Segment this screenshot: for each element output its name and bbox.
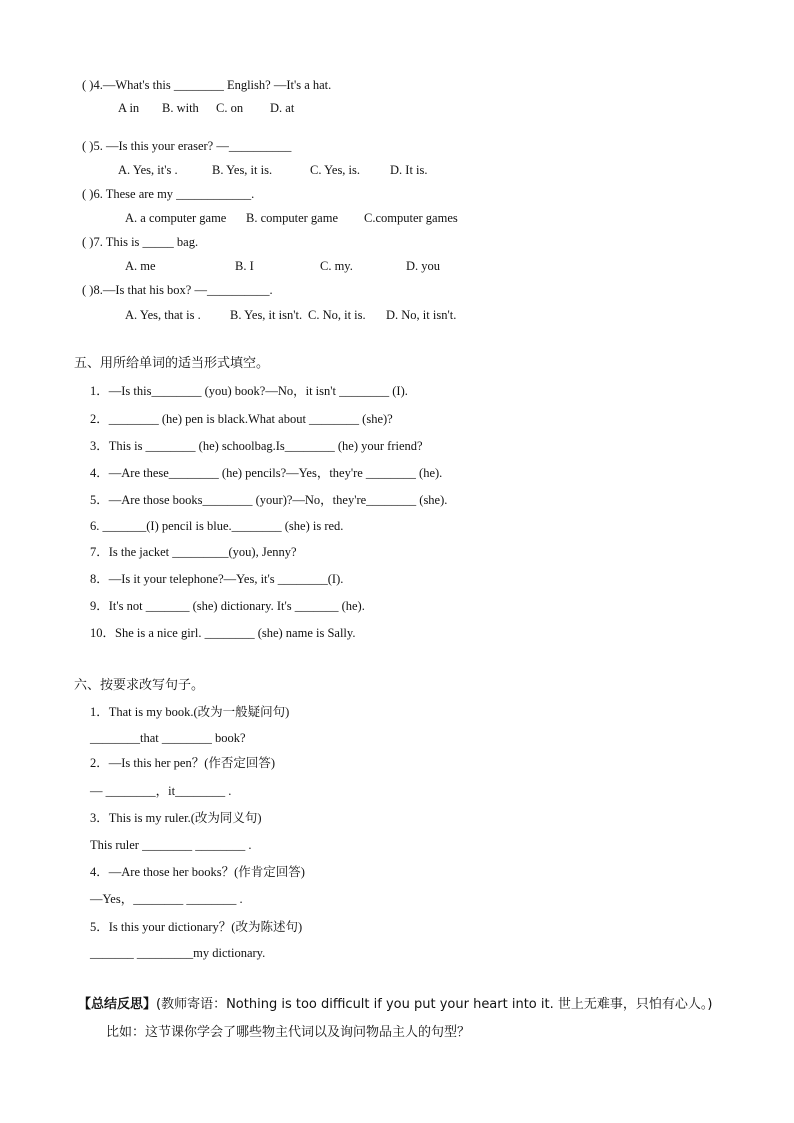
section-5-title: 五、用所给单词的适当形式填空。 [74,356,270,371]
fill-item-9: 9．It's not _______ (she) dictionary. It's _______ (he). [90,599,365,613]
option: C.computer games [364,211,458,225]
mc-question-4: ( )4.—What's this ________ English? —It's a hat. [82,78,332,92]
option: A in [118,101,140,115]
fill-item-5: 5．—Are those books________ (your)?—No，they're________ (she). [90,493,448,507]
option: B. with [162,101,199,115]
mc-question-7: ( )7. This is _____ bag. [82,235,199,249]
fill-item-7: 7．Is the jacket _________(you), Jenny? [90,545,297,559]
rewrite-question-5: 5．Is this your dictionary？(改为陈述句) [90,920,303,934]
option: B. computer game [246,211,338,225]
option: A. me [125,259,156,273]
option: B. Yes, it isn't. [230,308,303,322]
rewrite-answer-3: This ruler ________ ________ . [90,838,252,852]
rewrite-question-3: 3．This is my ruler.(改为同义句) [90,811,262,825]
rewrite-question-2: 2．—Is this her pen？(作否定回答) [90,756,276,770]
rewrite-answer-5: _______ _________my dictionary. [90,946,266,960]
option: A. Yes, it's . [118,163,178,177]
fill-item-10: 10．She is a nice girl. ________ (she) name is Sally. [90,626,356,640]
rewrite-answer-2: — ________，it________ . [90,784,232,798]
option: A. a computer game [125,211,227,225]
option: D. It is. [390,163,428,177]
option: B. I [235,259,254,273]
option: D. at [270,101,295,115]
fill-item-2: 2．________ (he) pen is black.What about ________ (she)? [90,412,393,426]
summary-text: (教师寄语：Nothing is too difficult if you put your heart into it. 世上无难事，只怕有心人。) [156,997,713,1012]
option: B. Yes, it is. [212,163,273,177]
rewrite-question-4: 4．—Are those her books？(作肯定回答) [90,865,305,879]
option: D. No, it isn't. [386,308,457,322]
mc-question-5: ( )5. —Is this your eraser? —__________ [82,139,292,153]
rewrite-answer-4: —Yes，________ ________ . [90,892,243,906]
summary-line [78,997,712,1013]
fill-item-1: 1．—Is this________ (you) book?—No，it isn't ________ (I). [90,384,408,398]
summary-label: 【总结反思】 [78,997,157,1012]
summary-example: 比如：这节课你学会了哪些物主代词以及询问物品主人的句型？ [106,1025,471,1040]
fill-item-3: 3．This is ________ (he) schoolbag.Is________ (he) your friend? [90,439,423,453]
option: A. Yes, that is . [125,308,201,322]
section-6-title: 六、按要求改写句子。 [74,678,205,693]
option: C. on [216,101,244,115]
option: C. Yes, is. [310,163,361,177]
option: C. No, it is. [308,308,366,322]
rewrite-question-1: 1．That is my book.(改为一般疑问句) [90,705,290,719]
mc-question-6: ( )6. These are my ____________. [82,187,255,201]
mc-question-8: ( )8.—Is that his box? —__________. [82,283,273,297]
option: C. my. [320,259,353,273]
fill-item-6: 6. _______(I) pencil is blue.________ (she) is red. [90,519,344,533]
rewrite-answer-1: ________that ________ book? [90,731,246,745]
fill-item-4: 4．—Are these________ (he) pencils?—Yes，they're ________ (he). [90,466,443,480]
option: D. you [406,259,441,273]
fill-item-8: 8．—Is it your telephone?—Yes, it's ________(I). [90,572,344,586]
